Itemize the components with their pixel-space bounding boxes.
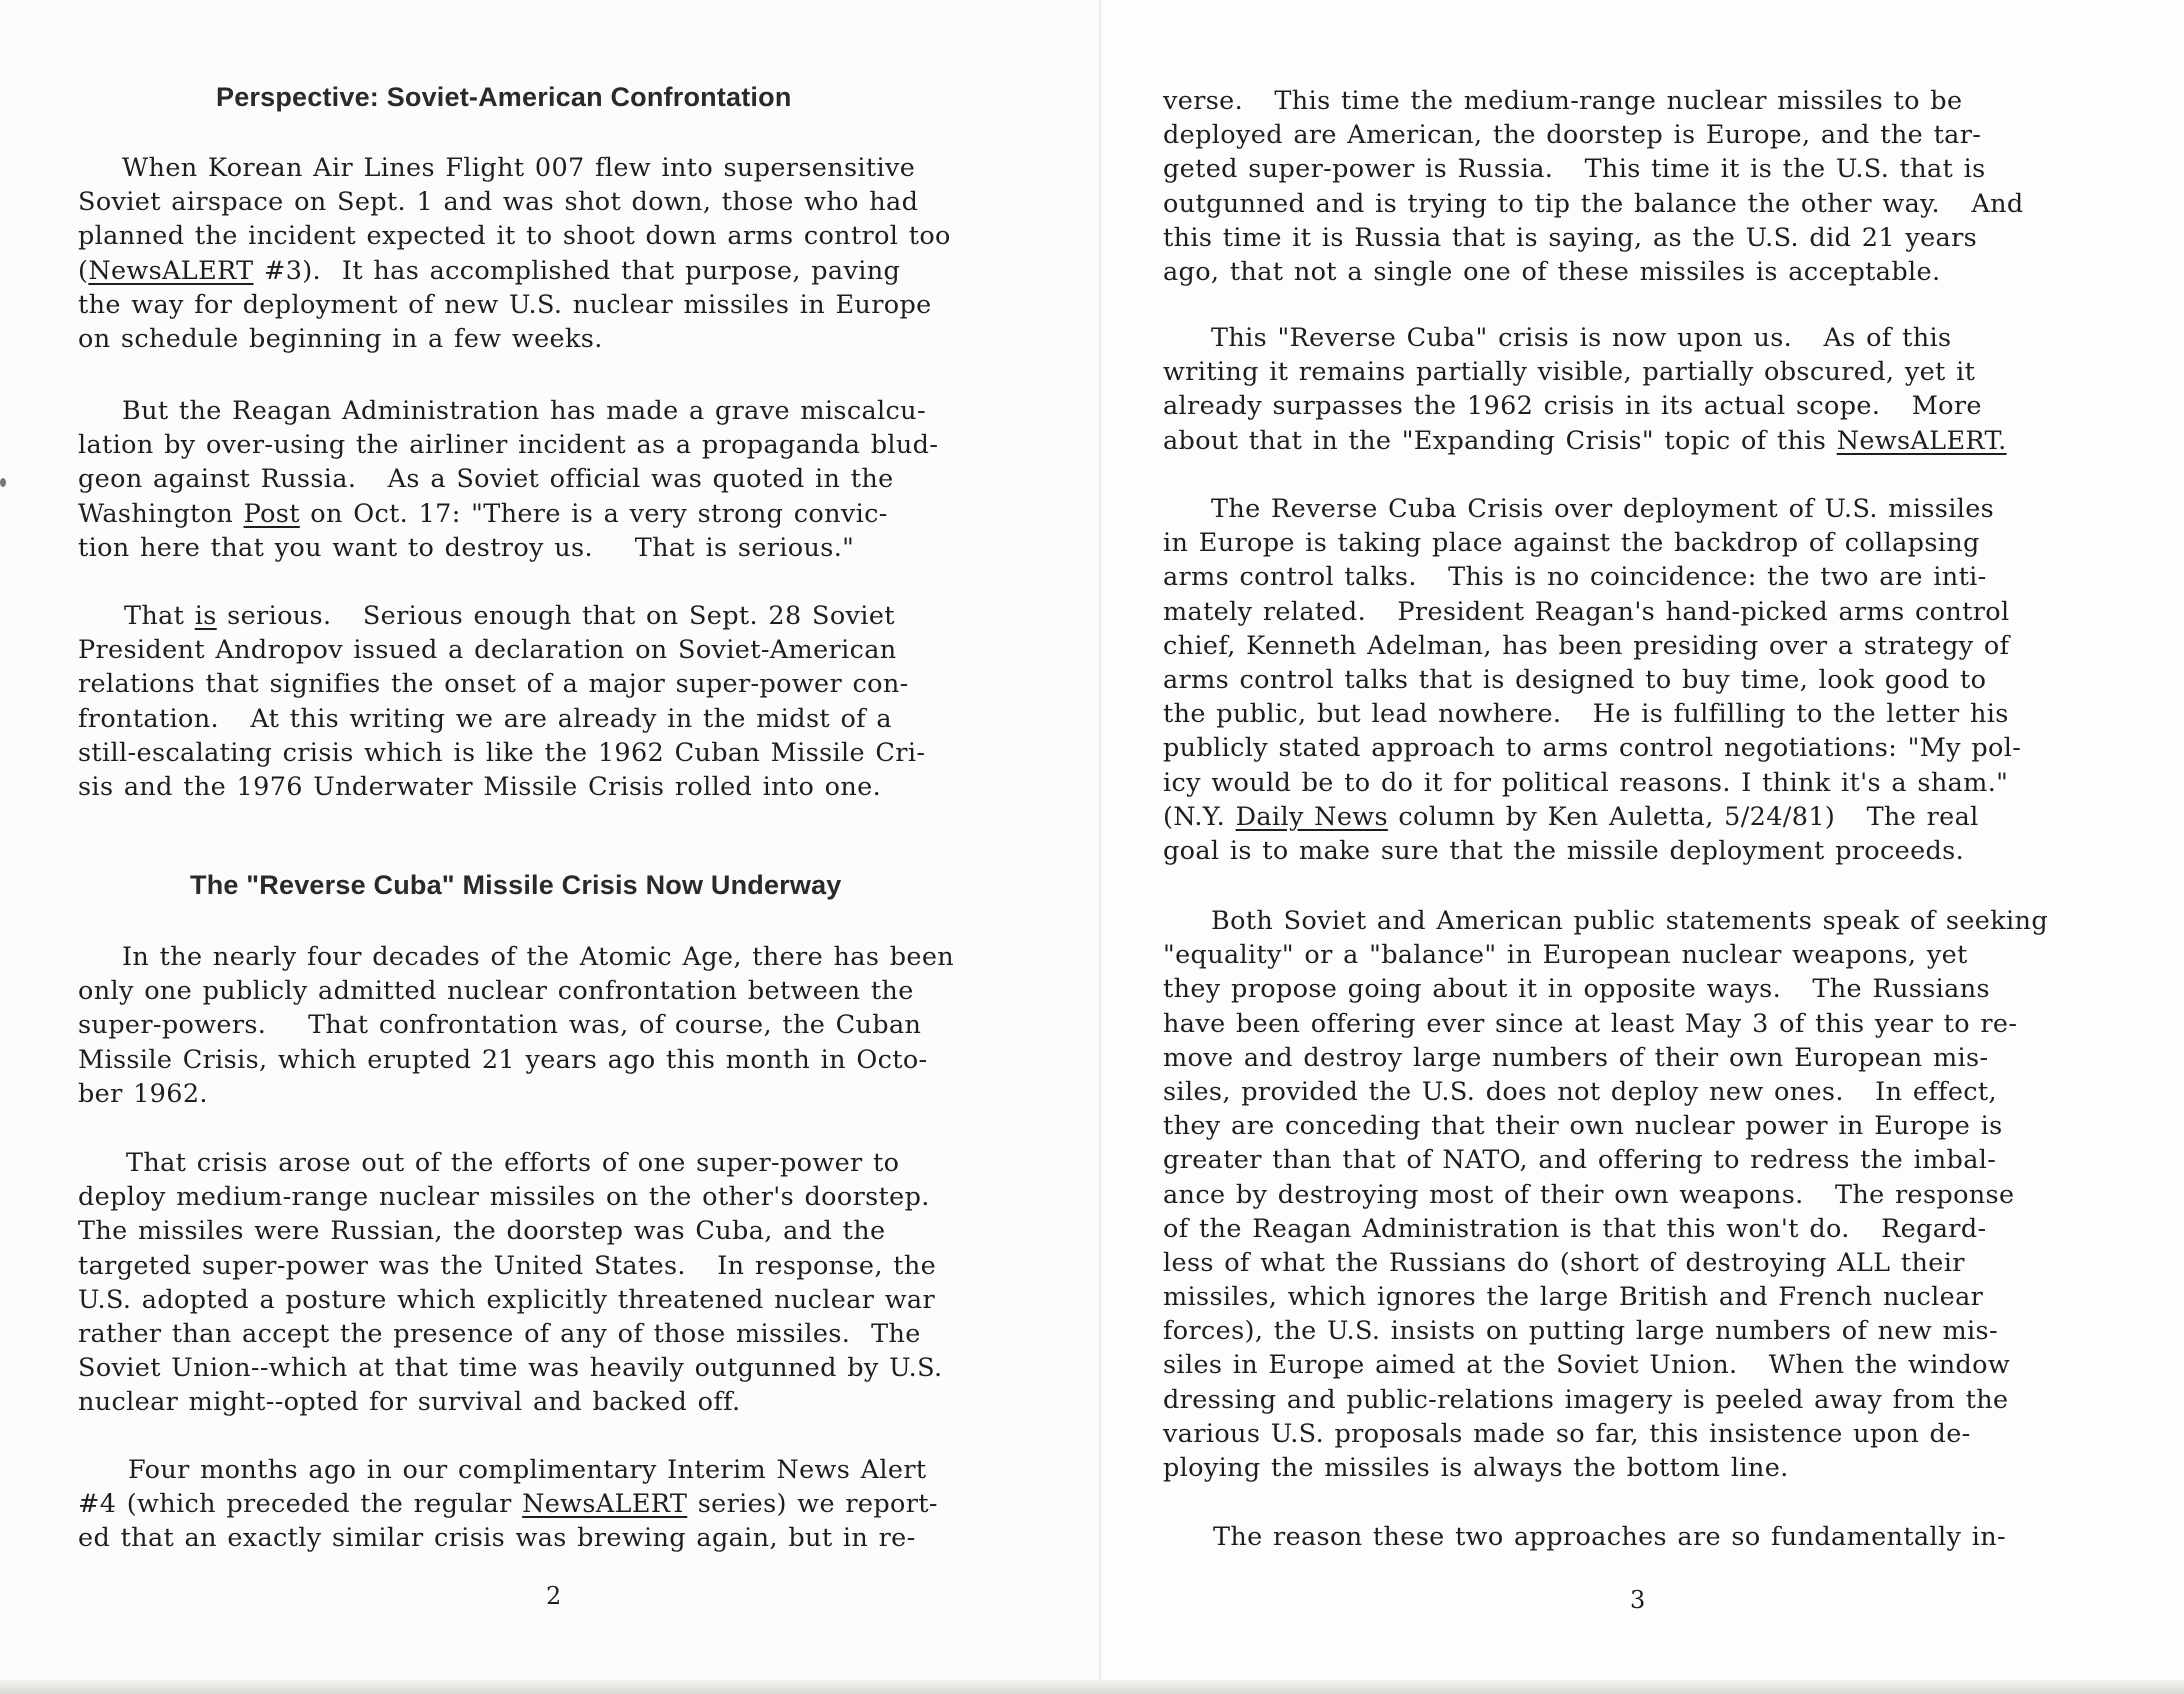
paragraph-left-5 xyxy=(78,1146,1058,1420)
text-line: Four months ago in our complimentary Interim News Alert xyxy=(128,1455,927,1485)
margin-speck xyxy=(0,478,6,487)
text-line: geted super-power is Russia. This time it is the U.S. that is xyxy=(1163,154,1986,185)
text-line: the public, but lead nowhere. He is fulfilling to the letter his xyxy=(1163,699,2009,730)
text-segment: #4 (which preceded the regular xyxy=(78,1489,523,1520)
underlined-title: Daily News xyxy=(1235,801,1388,832)
text-line: publicly stated approach to arms control negotiations: "My pol- xyxy=(1163,733,2022,764)
text-line: The reason these two approaches are so fundamentally in- xyxy=(1213,1522,2006,1552)
page-number-left: 2 xyxy=(546,1582,562,1610)
text-line: Soviet Union--which at that time was heavily outgunned by U.S. xyxy=(78,1353,943,1384)
text-line xyxy=(1163,800,2163,834)
text-line: they propose going about it in opposite ways. The Russians xyxy=(1163,974,1990,1005)
text-line: sis and the 1976 Underwater Missile Crisis rolled into one. xyxy=(78,771,882,802)
text-line: on schedule beginning in a few weeks. xyxy=(78,323,603,354)
text-line: various U.S. proposals made so far, this insistence upon de- xyxy=(1163,1418,1971,1449)
text-segment: on Oct. 17: "There is a very strong convic- xyxy=(299,498,888,529)
paragraph-right-4 xyxy=(1163,904,2163,1485)
text-line xyxy=(78,254,1058,288)
text-line: outgunned and is trying to tip the balance the other way. And xyxy=(1163,188,2024,219)
text-line: arms control talks that is designed to buy time, look good to xyxy=(1163,664,1987,695)
text-segment: (N.Y. xyxy=(1163,801,1236,832)
text-line: siles, provided the U.S. does not deploy new ones. In effect, xyxy=(1163,1076,1997,1107)
text-line: This "Reverse Cuba" crisis is now upon us. As of this xyxy=(1211,323,1952,353)
text-line: missiles, which ignores the large British and French nuclear xyxy=(1163,1282,1984,1313)
text-line: forces), the U.S. insists on putting large numbers of new mis- xyxy=(1163,1316,1998,1347)
text-line: less of what the Russians do (short of destroying ALL their xyxy=(1163,1247,1965,1278)
text-segment: That xyxy=(124,601,195,631)
text-line: nuclear might--opted for survival and backed off. xyxy=(78,1387,741,1418)
text-line: The missiles were Russian, the doorstep was Cuba, and the xyxy=(78,1216,886,1247)
underlined-title: is xyxy=(194,601,217,631)
underlined-title: NewsALERT. xyxy=(1836,425,2007,456)
text-line: mately related. President Reagan's hand-picked arms control xyxy=(1163,596,2010,627)
text-line: ber 1962. xyxy=(78,1078,208,1109)
text-segment: ( xyxy=(78,255,89,286)
page-right xyxy=(1100,0,2184,1694)
text-line: When Korean Air Lines Flight 007 flew into supersensitive xyxy=(122,153,916,183)
text-line: frontation. At this writing we are already in the midst of a xyxy=(78,703,892,734)
text-line: in Europe is taking place against the backdrop of collapsing xyxy=(1163,528,1980,559)
text-line: verse. This time the medium-range nuclear missiles to be xyxy=(1163,86,1963,116)
paragraph-left-1 xyxy=(78,151,1058,356)
paragraph-left-6 xyxy=(78,1453,1058,1556)
text-line: of the Reagan Administration is that this won't do. Regard- xyxy=(1163,1213,1987,1244)
text-line: deployed are American, the doorstep is Europe, and the tar- xyxy=(1163,120,1982,151)
text-segment: #3). It has accomplished that purpose, paving xyxy=(253,255,901,286)
section-heading-perspective: Perspective: Soviet-American Confrontation xyxy=(216,82,792,112)
text-line: But the Reagan Administration has made a grave miscalcu- xyxy=(122,396,926,426)
text-segment: serious. Serious enough that on Sept. 28 Soviet xyxy=(216,601,895,631)
underlined-title: NewsALERT xyxy=(522,1489,688,1520)
text-line: lation by over-using the airliner incident as a propaganda blud- xyxy=(78,430,939,461)
text-segment: series) we report- xyxy=(687,1489,938,1520)
underlined-title: Post xyxy=(243,498,300,529)
text-line: they are conceding that their own nuclear power in Europe is xyxy=(1163,1111,2003,1142)
text-line: siles in Europe aimed at the Soviet Union. When the window xyxy=(1163,1350,2011,1381)
text-line: Soviet airspace on Sept. 1 and was shot down, those who had xyxy=(78,187,919,218)
page-number-right: 3 xyxy=(1630,1586,1646,1614)
paragraph-left-4 xyxy=(78,940,1058,1111)
text-line: "equality" or a "balance" in European nuclear weapons, yet xyxy=(1163,940,1968,971)
text-line: ed that an exactly similar crisis was brewing again, but in re- xyxy=(78,1523,916,1554)
text-line: That crisis arose out of the efforts of one super-power to xyxy=(126,1148,900,1178)
text-line: rather than accept the presence of any of those missiles. The xyxy=(78,1318,921,1349)
page-bottom-edge xyxy=(0,1680,2184,1694)
text-line: In the nearly four decades of the Atomic Age, there has been xyxy=(122,942,955,972)
text-line: Missile Crisis, which erupted 21 years ago this month in Octo- xyxy=(78,1044,928,1075)
text-line: planned the incident expected it to shoot down arms control too xyxy=(78,221,951,252)
text-line xyxy=(78,497,1058,531)
text-line: The Reverse Cuba Crisis over deployment of U.S. missiles xyxy=(1211,494,1995,524)
center-gutter xyxy=(1099,0,1101,1694)
text-segment: about that in the "Expanding Crisis" topic of this xyxy=(1163,425,1837,456)
paragraph-left-2 xyxy=(78,394,1058,565)
section-heading-reverse-cuba: The "Reverse Cuba" Missile Crisis Now Underway xyxy=(190,870,842,900)
paragraph-right-3 xyxy=(1163,492,2163,868)
text-line: this time it is Russia that is saying, as the U.S. did 21 years xyxy=(1163,222,1978,253)
paragraph-right-5 xyxy=(1163,1520,2163,1554)
text-line: President Andropov issued a declaration on Soviet-American xyxy=(78,635,897,666)
text-line xyxy=(78,1487,1058,1521)
text-line: Both Soviet and American public statements speak of seeking xyxy=(1211,906,2048,936)
text-line: deploy medium-range nuclear missiles on the other's doorstep. xyxy=(78,1182,930,1213)
text-line: dressing and public-relations imagery is peeled away from the xyxy=(1163,1384,2009,1415)
text-line: ago, that not a single one of these missiles is acceptable. xyxy=(1163,256,1941,287)
text-line: arms control talks. This is no coincidence: the two are inti- xyxy=(1163,562,1987,593)
paragraph-right-1 xyxy=(1163,84,2163,289)
text-line: greater than that of NATO, and offering to redress the imbal- xyxy=(1163,1145,1997,1176)
text-line: already surpasses the 1962 crisis in its actual scope. More xyxy=(1163,391,1982,422)
text-line: still-escalating crisis which is like the 1962 Cuban Missile Cri- xyxy=(78,737,926,768)
underlined-title: NewsALERT xyxy=(88,255,254,286)
text-line: only one publicly admitted nuclear confrontation between the xyxy=(78,976,914,1007)
text-line: targeted super-power was the United States. In response, the xyxy=(78,1250,937,1281)
text-line xyxy=(78,599,1058,633)
text-line: writing it remains partially visible, partially obscured, yet it xyxy=(1163,357,1976,388)
text-line: move and destroy large numbers of their own European mis- xyxy=(1163,1042,1989,1073)
text-line: icy would be to do it for political reasons. I think it's a sham." xyxy=(1163,767,2009,798)
paragraph-left-3 xyxy=(78,599,1058,804)
text-line: relations that signifies the onset of a major super-power con- xyxy=(78,669,909,700)
text-line: goal is to make sure that the missile deployment proceeds. xyxy=(1163,835,1965,866)
text-line: ploying the missiles is always the bottom line. xyxy=(1163,1453,1789,1483)
text-line: the way for deployment of new U.S. nuclear missiles in Europe xyxy=(78,289,932,320)
text-line: super-powers. That confrontation was, of course, the Cuban xyxy=(78,1010,922,1041)
text-line: U.S. adopted a posture which explicitly threatened nuclear war xyxy=(78,1284,936,1315)
paragraph-right-2 xyxy=(1163,321,2163,458)
text-line: geon against Russia. As a Soviet official was quoted in the xyxy=(78,464,894,495)
text-segment: Washington xyxy=(78,498,244,529)
text-line: chief, Kenneth Adelman, has been presiding over a strategy of xyxy=(1163,630,2010,661)
text-segment: column by Ken Auletta, 5/24/81) The real xyxy=(1387,801,1979,832)
text-line: tion here that you want to destroy us. That is serious." xyxy=(78,532,855,563)
text-line xyxy=(1163,424,2163,458)
text-line: have been offering ever since at least May 3 of this year to re- xyxy=(1163,1008,2018,1039)
text-line: ance by destroying most of their own weapons. The response xyxy=(1163,1179,2015,1210)
